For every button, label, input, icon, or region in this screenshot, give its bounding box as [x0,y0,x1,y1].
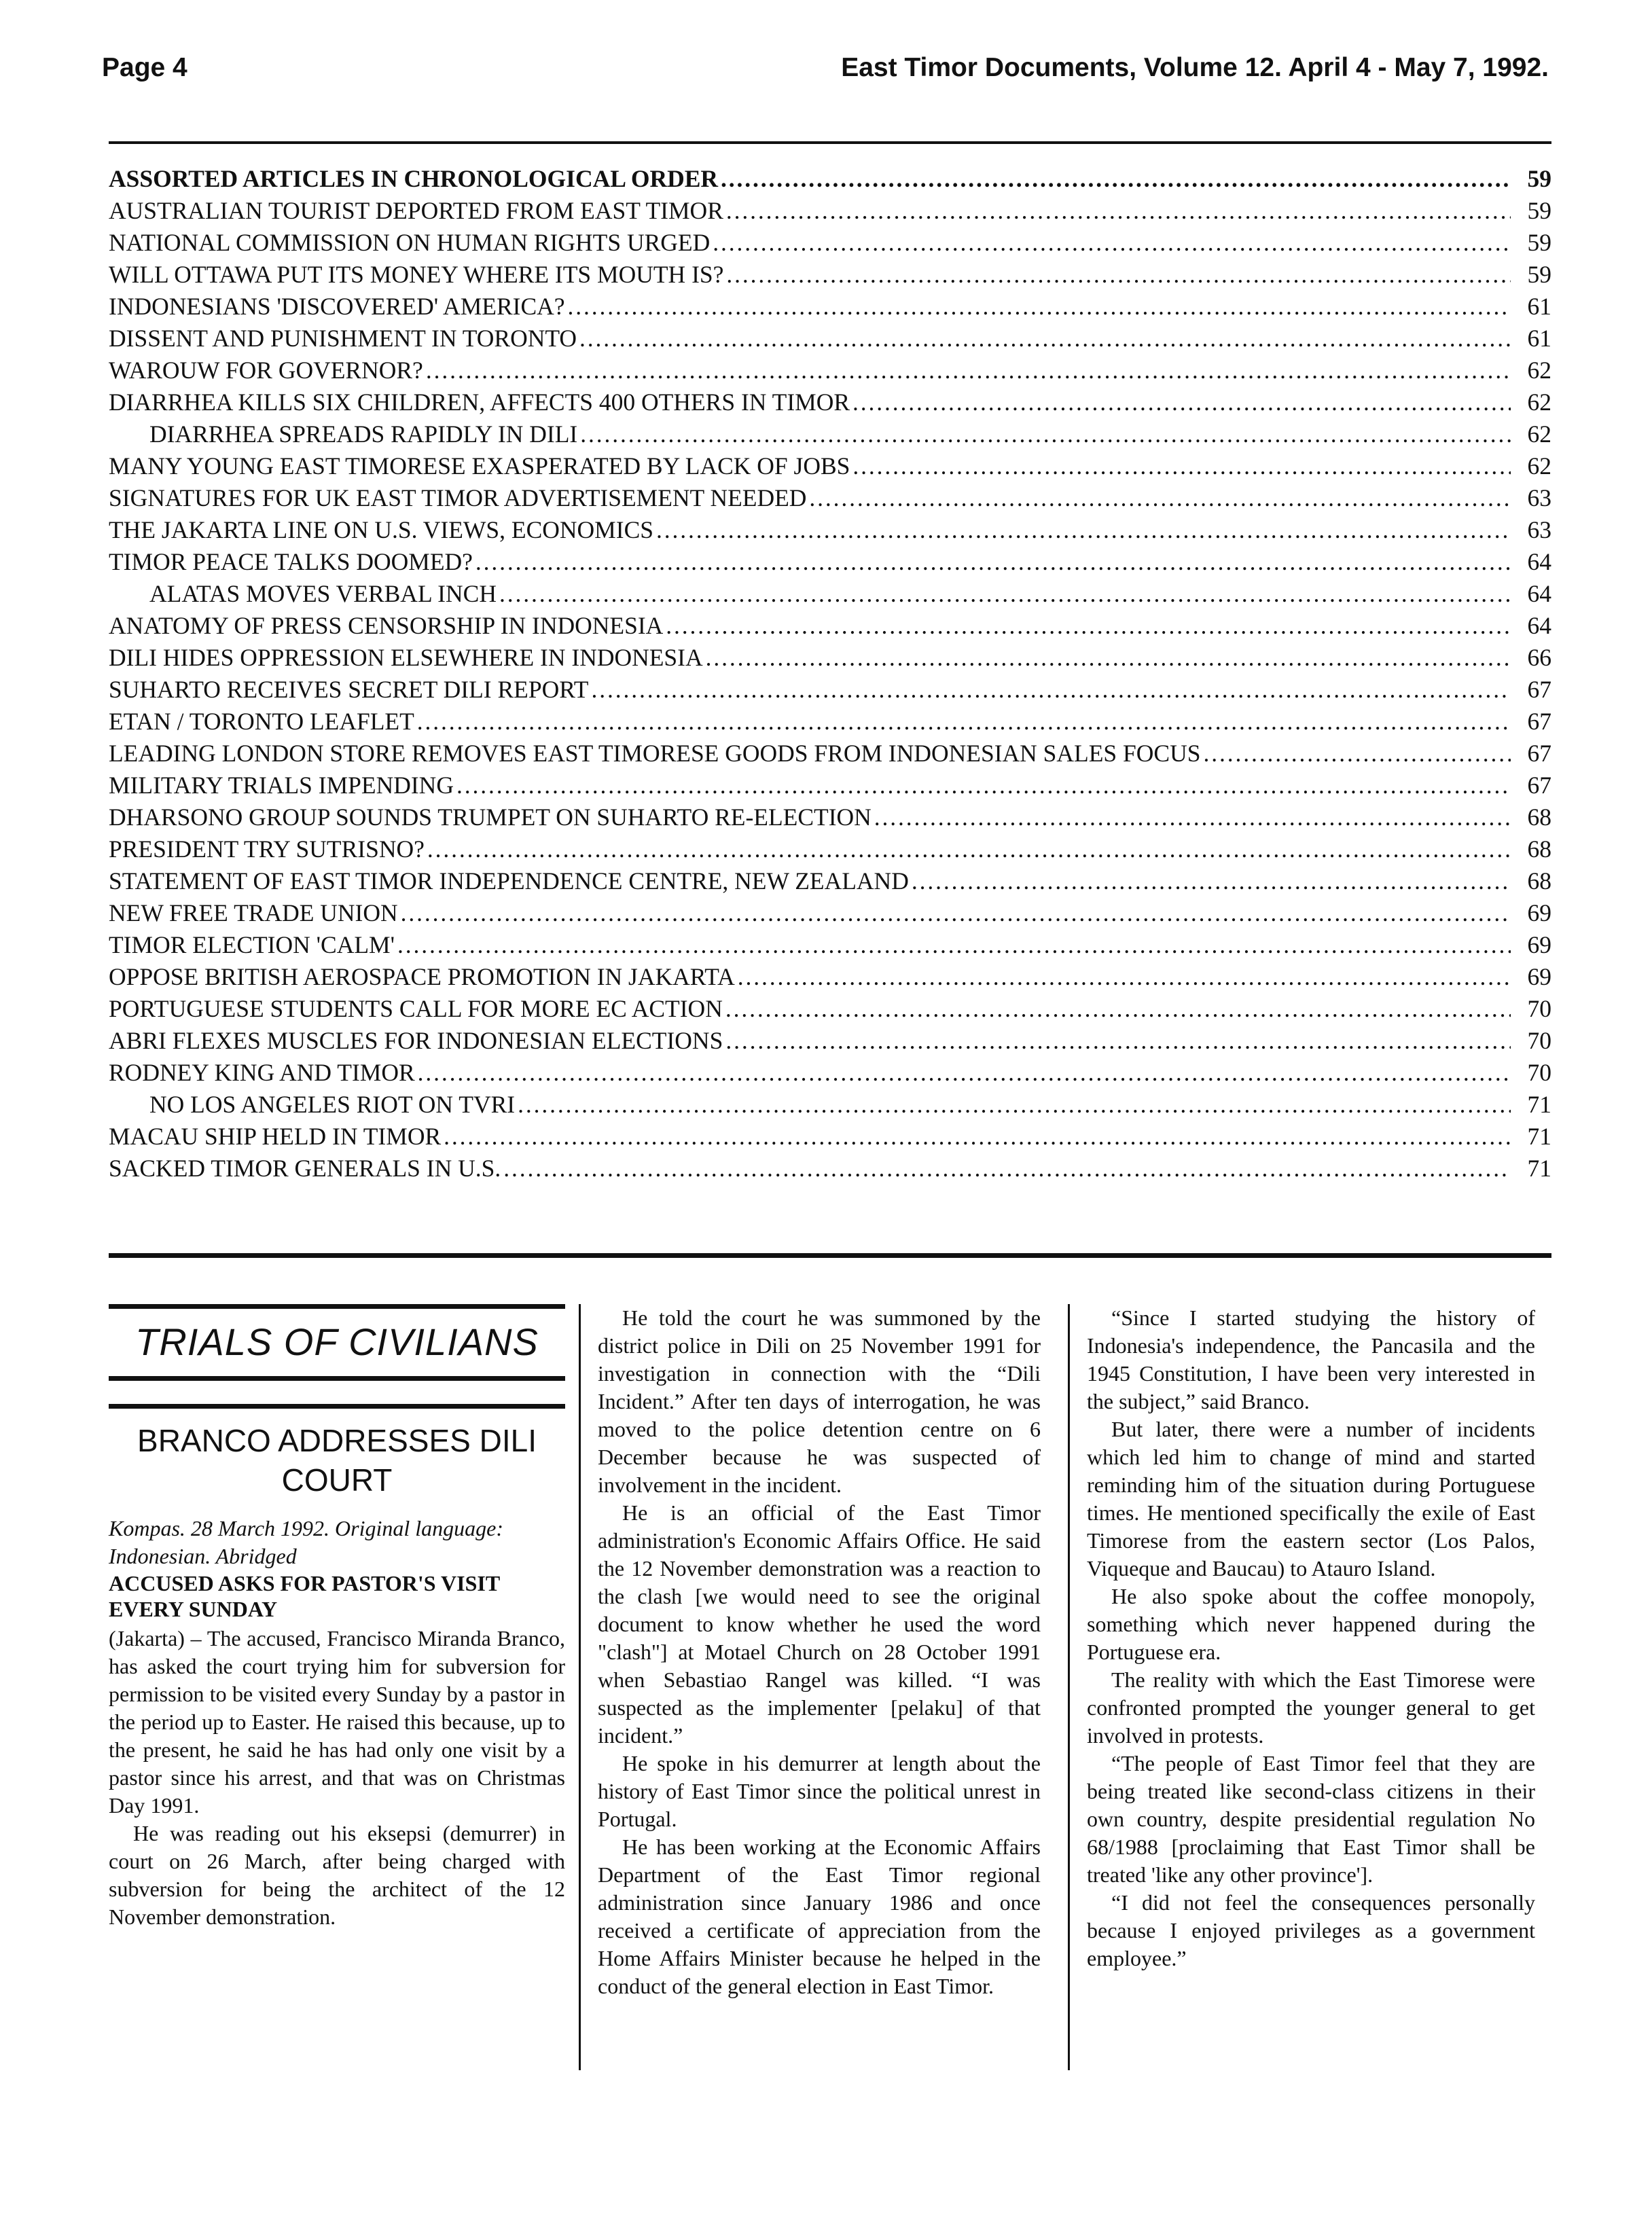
toc-leader-dots [579,324,1511,353]
toc-leader-dots [503,1154,1511,1182]
toc-entry [109,675,1551,707]
toc-entry-page: 61 [1527,325,1551,352]
toc-leader-dots [499,579,1511,608]
toc-entry-title: ANATOMY OF PRESS CENSORSHIP IN INDONESIA [109,612,664,639]
toc-entry-title: SUHARTO RECEIVES SECRET DILI REPORT [109,676,589,703]
toc-leader-dots [666,611,1511,640]
toc-entry [109,484,1551,516]
column-rule [1068,1304,1070,2070]
toc-entry [109,196,1551,228]
toc-entry-page: 64 [1527,580,1551,607]
toc-entry [109,611,1551,643]
section-divider [109,1253,1551,1258]
toc-entry-title: ASSORTED ARTICLES IN CHRONOLOGICAL ORDER [109,165,719,192]
toc-entry-title: MILITARY TRIALS IMPENDING [109,772,454,799]
toc-entry [109,547,1551,579]
toc-entry-page: 61 [1527,293,1551,320]
toc-entry [109,835,1551,867]
toc-entry-title: DILI HIDES OPPRESSION ELSEWHERE IN INDONESIA [109,644,703,671]
toc-entry-title: ALATAS MOVES VERBAL INCH [149,580,497,607]
toc-entry-title: WILL OTTAWA PUT ITS MONEY WHERE ITS MOUTH IS? [109,261,724,288]
table-of-contents [109,141,1551,1186]
article-column-3 [1087,1304,1535,1972]
article-title: BRANCO ADDRESSES DILI COURT [137,1423,537,1498]
toc-entry-title: TIMOR ELECTION 'CALM' [109,931,395,958]
toc-entry-title: ABRI FLEXES MUSCLES FOR INDONESIAN ELECTIONS [109,1027,723,1054]
toc-entry-title: SACKED TIMOR GENERALS IN U.S. [109,1155,501,1182]
toc-leader-dots [809,484,1511,512]
toc-entry-page: 69 [1527,931,1551,958]
toc-entry-page: 68 [1527,867,1551,895]
toc-leader-dots [426,356,1511,384]
paragraph: “The people of East Timor feel that they are being treated like second-class citizens in their own country, despite presidential regulation No 68/1988 [proclaiming that East Timor shall be treated 'like any other province']. [1087,1751,1535,1887]
toc-entry-title: TIMOR PEACE TALKS DOOMED? [109,548,473,575]
toc-entry [109,931,1551,962]
toc-entry-title: MACAU SHIP HELD IN TIMOR [109,1123,442,1150]
toc-leader-dots [397,931,1511,959]
toc-entry [109,420,1551,452]
paragraph: “Since I started studying the history of Indonesia's independence, the Pancasila and the 1945 Constitution, I have been very interested in the subject,” said Branco. [1087,1305,1535,1413]
toc-entry-title: SIGNATURES FOR UK EAST TIMOR ADVERTISEMENT NEEDED [109,484,807,511]
toc-entry [109,292,1551,324]
toc-entry [109,516,1551,547]
article-column-1 [109,1304,565,1931]
toc-entry-title: STATEMENT OF EAST TIMOR INDEPENDENCE CENTRE, NEW ZEALAND [109,867,909,895]
toc-leader-dots [726,196,1511,225]
toc-entry-page: 69 [1527,899,1551,926]
toc-entry [109,867,1551,899]
toc-entry-page: 62 [1527,420,1551,448]
toc-leader-dots [726,260,1511,289]
toc-entry [109,771,1551,803]
toc-entry-page: 67 [1527,740,1551,767]
toc-entry [109,707,1551,739]
article-source: Kompas. 28 March 1992. Original language: Indonesian. Abridged [109,1516,504,1568]
toc-leader-dots [912,867,1511,895]
toc-entry-title: PORTUGUESE STUDENTS CALL FOR MORE EC ACTION [109,995,723,1022]
toc-entry-title: NATIONAL COMMISSION ON HUMAN RIGHTS URGED [109,229,711,256]
toc-entry [109,164,1551,196]
toc-leader-dots [725,1026,1511,1055]
toc-entry-title: ETAN / TORONTO LEAFLET [109,708,414,735]
toc-leader-dots [580,420,1511,448]
toc-entry-page: 70 [1527,1027,1551,1054]
toc-entry-title: MANY YOUNG EAST TIMORESE EXASPERATED BY LACK OF JOBS [109,452,850,480]
toc-entry-page: 62 [1527,452,1551,480]
toc-leader-dots [852,388,1511,416]
paragraph: He spoke in his demurrer at length about the history of East Timor since the political unrest in Portugal. [598,1751,1041,1831]
toc-leader-dots [401,899,1511,927]
paragraph: (Jakarta) – The accused, Francisco Miranda Branco, has asked the court trying him for subversion for permission to be visited every Sunday by a pastor in the period up to Easter. He raised this because, up to the present, he said he has had only one visit by a pastor since his arrest, and that was on Christmas Day 1991. [109,1626,565,1818]
toc-entry-page: 62 [1527,357,1551,384]
toc-entry-title: DHARSONO GROUP SOUNDS TRUMPET ON SUHARTO RE-ELECTION [109,803,872,831]
toc-entry-title: THE JAKARTA LINE ON U.S. VIEWS, ECONOMICS [109,516,653,543]
section-rule-top [109,1304,565,1309]
article-rule-top [109,1404,565,1409]
toc-entry-title: DIARRHEA SPREADS RAPIDLY IN DILI [149,420,578,448]
paragraph: But later, there were a number of incidents which led him to change of mind and started reminding him of the situation during Portuguese times. He mentioned specifically the exile of East Timorese from the eastern sector (Los Palos, Viqueque and Baucau) to Atauro Island. [1087,1417,1535,1581]
toc-entry-page: 67 [1527,676,1551,703]
paragraph: He also spoke about the coffee monopoly, something which never happened during the Portuguese era. [1087,1584,1535,1664]
page-header [102,53,1549,94]
section-title: TRIALS OF CIVILIANS [135,1320,539,1363]
toc-entry-title: LEADING LONDON STORE REMOVES EAST TIMORESE GOODS FROM INDONESIAN SALES FOCUS [109,740,1201,767]
paragraph: “I did not feel the consequences personally because I enjoyed privileges as a government employee.” [1087,1890,1535,1970]
toc-entry-title: RODNEY KING AND TIMOR [109,1059,415,1086]
toc-leader-dots [427,835,1511,863]
toc-entry-title: PRESIDENT TRY SUTRISNO? [109,835,425,863]
toc-leader-dots [874,803,1511,831]
toc-leader-dots [591,675,1511,704]
paragraph: He was reading out his eksepsi (demurrer) in court on 26 March, after being charged with subversion for being the architect of the 12 November demonstration. [109,1821,565,1929]
toc-entry-page: 71 [1527,1091,1551,1118]
toc-entry-title: OPPOSE BRITISH AEROSPACE PROMOTION IN JAKARTA [109,963,735,990]
toc-entry [109,1026,1551,1058]
toc-leader-dots [475,547,1511,576]
toc-entry [109,356,1551,388]
toc-leader-dots [852,452,1511,480]
toc-entry-page: 63 [1527,516,1551,543]
toc-entry-page: 64 [1527,612,1551,639]
toc-entry-page: 71 [1527,1155,1551,1182]
toc-entry-page: 70 [1527,1059,1551,1086]
toc-entry [109,1058,1551,1090]
toc-leader-dots [706,643,1511,672]
toc-leader-dots [418,1058,1511,1087]
toc-entry-page: 66 [1527,644,1551,671]
page-number: Page 4 [102,53,187,82]
toc-entry-title: DISSENT AND PUNISHMENT IN TORONTO [109,325,577,352]
toc-leader-dots [568,292,1511,321]
toc-entry [109,1154,1551,1186]
toc-entry-title: NO LOS ANGELES RIOT ON TVRI [149,1091,516,1118]
toc-entry [109,962,1551,994]
paragraph: The reality with which the East Timorese were confronted prompted the younger general to get involved in protests. [1087,1667,1535,1748]
toc-entry [109,803,1551,835]
toc-entry [109,643,1551,675]
toc-entry-title: AUSTRALIAN TOURIST DEPORTED FROM EAST TIMOR [109,197,723,224]
toc-leader-dots [713,228,1511,257]
publication-title: East Timor Documents, Volume 12. April 4 - May 7, 1992. [841,53,1549,82]
toc-leader-dots [725,994,1511,1023]
toc-entry [109,899,1551,931]
toc-entry-page: 67 [1527,708,1551,735]
toc-entry-page: 67 [1527,772,1551,799]
toc-leader-dots [518,1090,1511,1119]
toc-entry [109,228,1551,260]
toc-entry-title: DIARRHEA KILLS SIX CHILDREN, AFFECTS 400 OTHERS IN TIMOR [109,389,850,416]
toc-entry-page: 64 [1527,548,1551,575]
toc-entry [109,452,1551,484]
toc-entry-page: 59 [1527,197,1551,224]
toc-entry [109,994,1551,1026]
toc-leader-dots [417,707,1511,736]
toc-entry [109,1090,1551,1122]
toc-leader-dots [721,164,1511,193]
toc-entry-page: 68 [1527,803,1551,831]
toc-leader-dots [1203,739,1511,768]
toc-entry [109,260,1551,292]
paragraph: He told the court he was summoned by the district police in Dili on 25 November 1991 for investigation in connection with the “Dili Incident.” After ten days of interrogation, he was moved to the police detention centre on 6 December because he was suspected of involvement in the incident. [598,1305,1041,1497]
toc-entry-title: NEW FREE TRADE UNION [109,899,398,926]
toc-entry [109,579,1551,611]
toc-leader-dots [444,1122,1511,1151]
toc-entry-title: INDONESIANS 'DISCOVERED' AMERICA? [109,293,565,320]
paragraph: He is an official of the East Timor administration's Economic Affairs Office. He said the 12 November demonstration was a reaction to the clash [we would need to see the original document to know whether he used the word "clash"] at Motael Church on 28 October 1991 when Sebastiao Rangel was killed. “I was suspected as the implementer [pelaku] of that incident.” [598,1500,1041,1748]
toc-entry-page: 62 [1527,389,1551,416]
toc-entry-page: 59 [1527,165,1551,192]
column-rule [579,1304,581,2070]
toc-entry [109,1122,1551,1154]
toc-entry-page: 68 [1527,835,1551,863]
toc-leader-dots [656,516,1511,544]
toc-entry-page: 71 [1527,1123,1551,1150]
toc-leader-dots [456,771,1511,799]
section-rule-bottom [109,1376,565,1381]
toc-entry [109,739,1551,771]
article-column-2 [598,1304,1041,2000]
toc-entry-page: 69 [1527,963,1551,990]
toc-entry-page: 63 [1527,484,1551,511]
toc-entry-page: 70 [1527,995,1551,1022]
toc-entry-title: WAROUW FOR GOVERNOR? [109,357,423,384]
toc-entry [109,324,1551,356]
toc-entry-page: 59 [1527,261,1551,288]
article-subhead: ACCUSED ASKS FOR PASTOR'S VISIT EVERY SUNDAY [109,1571,500,1621]
toc-leader-dots [738,962,1511,991]
toc-entry-page: 59 [1527,229,1551,256]
paragraph: He has been working at the Economic Affairs Department of the East Timor regional administration since January 1986 and once received a certificate of appreciation from the Home Affairs Minister because he helped in the conduct of the general election in East Timor. [598,1835,1041,1998]
toc-entry [109,388,1551,420]
